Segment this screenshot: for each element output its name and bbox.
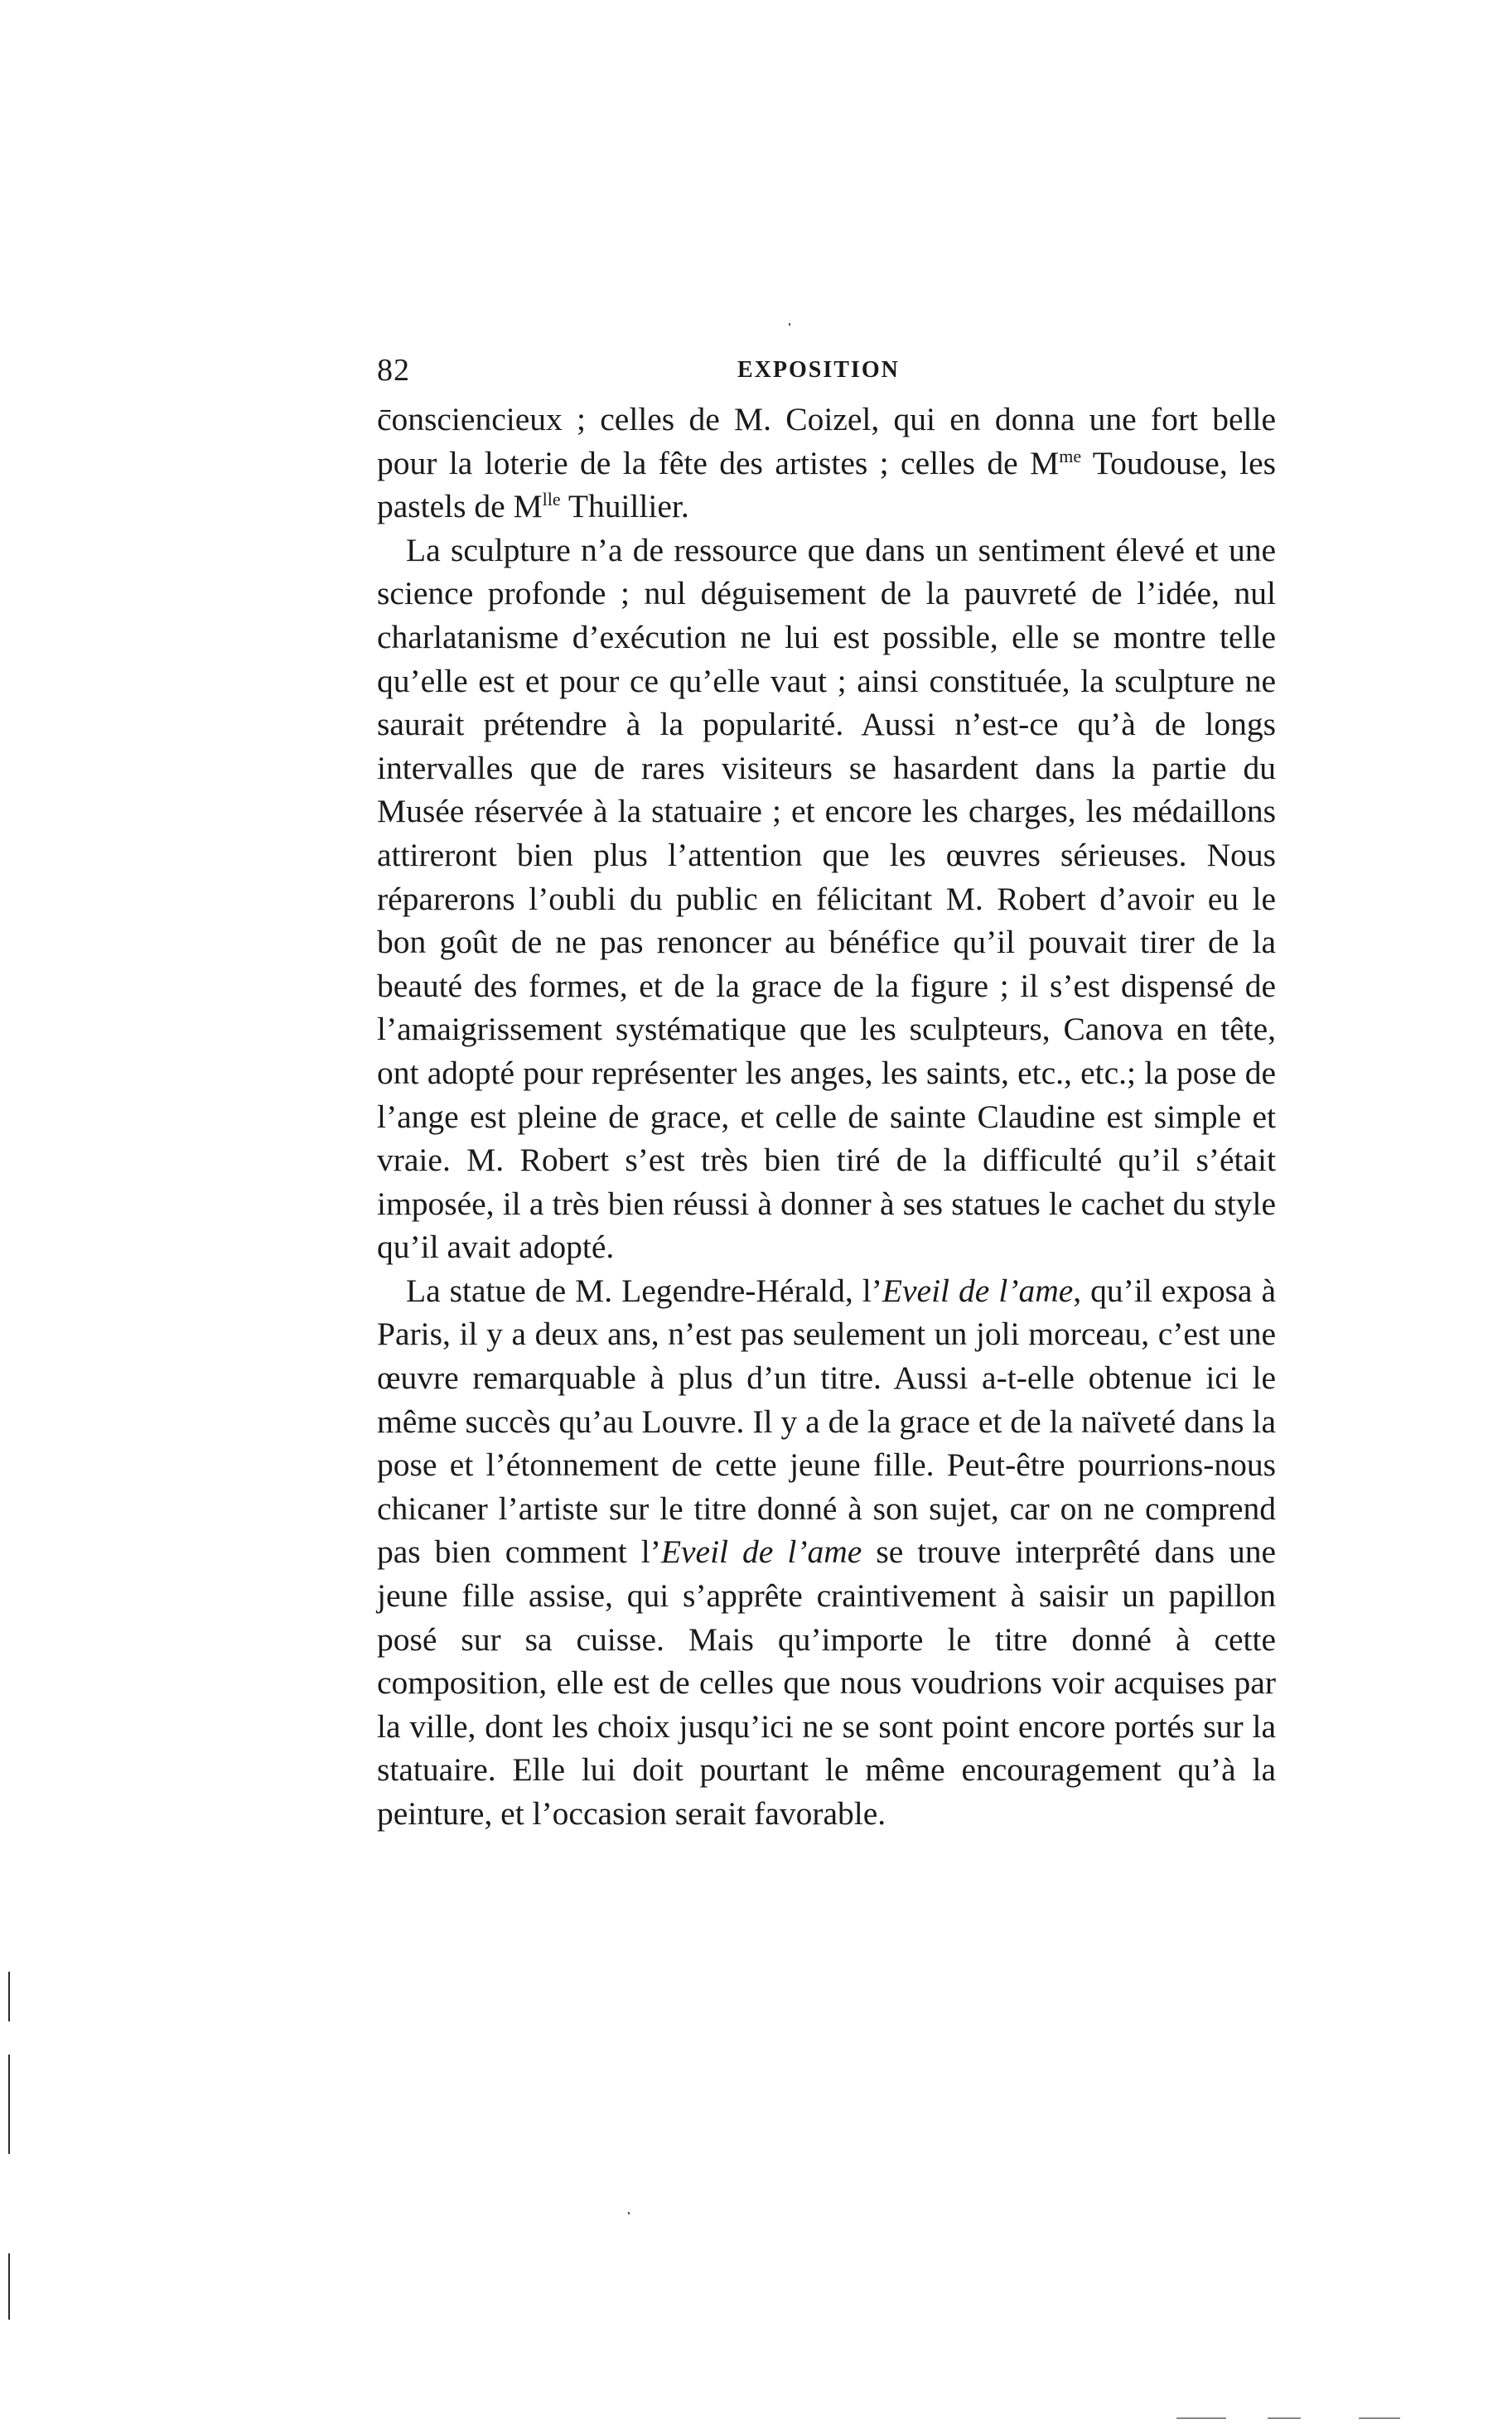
body-text <box>377 398 1276 1836</box>
paragraph-text: Thuillier. <box>560 488 689 525</box>
paragraph-text: c̄onsciencieux ; celles de M. Coizel, qui en donna une fort belle pour la loterie de la fête des artistes ; celles de M <box>377 401 1276 481</box>
scan-edge-mark <box>8 2055 10 2154</box>
artwork-title: Eveil de l’ame <box>882 1272 1074 1309</box>
superscript-abbreviation: lle <box>542 489 561 510</box>
scan-edge-mark <box>8 2253 10 2320</box>
paragraph-text: Toudouse, les pastels de M <box>377 444 1276 525</box>
paragraph-legendre-herald <box>377 1269 1276 1836</box>
scan-edge-mark <box>1268 2417 1301 2419</box>
paragraph-text: La statue de M. Legendre-Hérald, l’ <box>406 1272 882 1309</box>
running-title: EXPOSITION <box>737 357 900 383</box>
scan-edge-mark <box>8 1972 10 2021</box>
page-number: 82 <box>377 353 410 388</box>
scan-edge-mark <box>1359 2417 1400 2419</box>
running-head <box>377 352 1288 394</box>
scan-edge-mark <box>1176 2417 1226 2419</box>
superscript-abbreviation: me <box>1059 445 1082 466</box>
artwork-title: Eveil de l’ame <box>660 1533 862 1571</box>
scan-speck <box>789 323 790 326</box>
paragraph-continuation <box>377 398 1276 529</box>
paragraph-text: , qu’il exposa à Paris, il y a deux ans, n’est pas seulement un joli morceau, c’est une œuvre remarquable à plus d’un titre. Aussi a-t-elle obtenue ici le même succès qu’au Louvre. Il y a de la grace et de la naïveté dans la pose et l’étonnement de cette jeune fille. Peut-être pourrions-nous chicaner l’artiste sur le titre donné à son sujet, car on ne comprend pas bien comment l’ <box>377 1272 1277 1571</box>
scan-speck <box>628 2212 630 2214</box>
paragraph-text: se trouve interprêté dans une jeune fille assise, qui s’apprête craintivement à saisir un papillon posé sur sa cuisse. Mais qu’importe le titre donné à cette composition, elle est de celles que nous voudrions voir acquises par la ville, dont les choix jusqu’ici ne se sont point encore portés sur la statuaire. Elle lui doit pourtant le même encouragement qu’à la peinture, et l’occasion serait favorable. <box>377 1533 1277 1832</box>
paragraph-sculpture: La sculpture n’a de ressource que dans un sentiment élevé et une science profonde ; nul déguisement de la pauvreté de l’idée, nul charlatanisme d’exécution ne lui est possible, elle se montre telle qu’elle est et pour ce qu’elle vaut ; ainsi constituée, la sculpture ne saurait prétendre à la popularité. Aussi n’est-ce qu’à de longs intervalles que de rares visiteurs se hasardent dans la partie du Musée réservée à la statuaire ; et encore les charges, les médaillons attireront bien plus l’attention que les œuvres sérieuses. Nous réparerons l’oubli du public en félicitant M. Robert d’avoir eu le bon goût de ne pas renoncer au bénéfice qu’il pouvait tirer de la beauté des formes, et de la grace de la figure ; il s’est dispensé de l’amaigrissement systématique que les sculpteurs, Canova en tête, ont adopté pour représenter les anges, les saints, etc., etc.; la pose de l’ange est pleine de grace, et celle de sainte Claudine est simple et vraie. M. Robert s’est très bien tiré de la difficulté qu’il s’était imposée, il a très bien réussi à donner à ses statues le cachet du style qu’il avait adopté. <box>377 531 1276 1266</box>
